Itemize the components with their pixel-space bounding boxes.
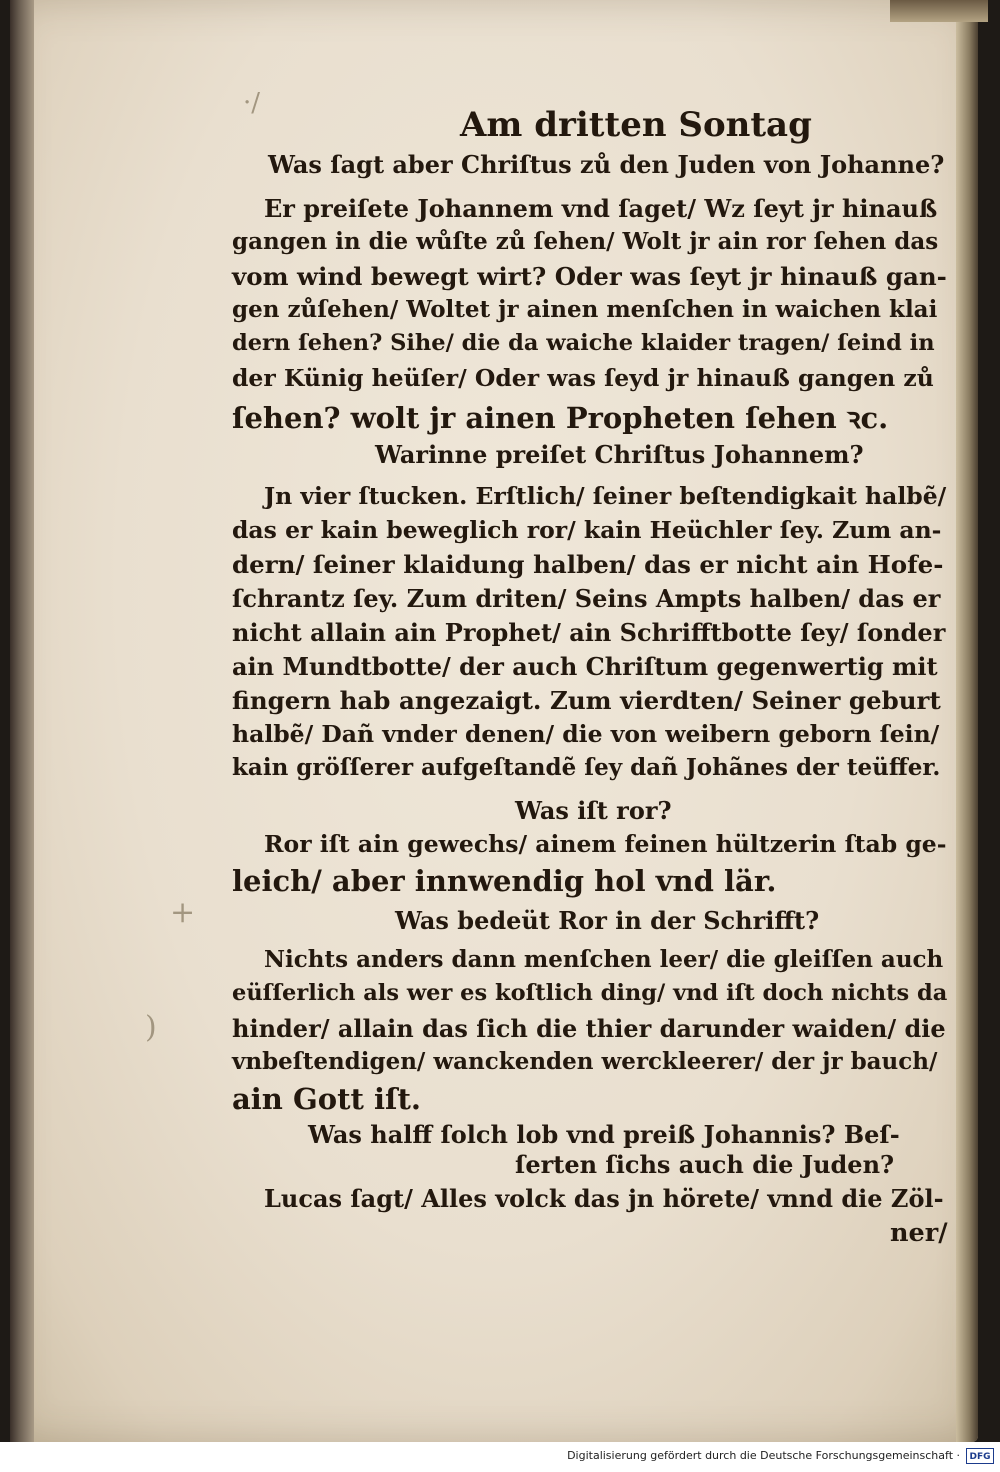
margin-mark: ) [145, 1010, 157, 1045]
question-line: Was halff ſolch lob vnd preiß Johannis? Beſ‐ [308, 1120, 900, 1149]
text-line: Ror iſt ain gewechs/ ainem feinen hültzerin ſtab ge‐ [264, 830, 947, 858]
text-line: fingern hab angezaigt. Zum vierdten/ Seiner geburt [232, 686, 941, 715]
text-line: kain gröſſerer aufgeſtandẽ ſey dañ Johãnes der teüffer. [232, 754, 941, 781]
book-binding [10, 0, 34, 1442]
margin-mark: + [170, 895, 196, 930]
text-line: hinder/ allain das ſich die thier darunder waiden/ die [232, 1014, 946, 1043]
page-edge [956, 0, 978, 1442]
text-line: leich/ aber innwendig hol vnd lär. [232, 864, 777, 898]
text-line: gangen in die wůſte zů ſehen/ Wolt jr ain ror ſehen das [232, 228, 939, 255]
text-line: Lucas ſagt/ Alles volck das jn hörete/ vnnd die Zöl‐ [264, 1184, 944, 1213]
text-line: Nichts anders dann menſchen leer/ die gleiſſen auch [264, 946, 944, 973]
text-line: ain Gott iſt. [232, 1082, 421, 1116]
text-line: gen zůſehen/ Woltet jr ainen menſchen in waichen klai [232, 296, 938, 323]
question-line: ſerten ſichs auch die Juden? [515, 1150, 895, 1179]
text-line: ſchrantz ſey. Zum driten/ Seins Ampts halben/ das er [232, 584, 941, 613]
footer-bar [0, 1442, 1000, 1472]
text-line: ſehen? wolt jr ainen Propheten ſehen ꝛc. [232, 401, 889, 435]
text-line: ain Mundtbotte/ der auch Chriſtum gegenwertig mit [232, 652, 938, 681]
text-line: nicht allain ain Prophet/ ain Schrifftbotte ſey/ ſonder [232, 618, 946, 647]
question-line: Was bedeüt Ror in der Schrifft? [395, 906, 820, 935]
catchword: ner/ [890, 1218, 948, 1248]
text-line: vom wind bewegt wirt? Oder was ſeyt jr hinauß gan‐ [232, 262, 947, 291]
text-line: Jn vier ſtucken. Erſtlich/ ſeiner beſtendigkait halbẽ/ [264, 482, 947, 510]
text-line: dern ſehen? Sihe/ die da waiche klaider tragen/ ſeind in [232, 330, 935, 356]
book-page [10, 0, 978, 1442]
text-line: das er kain beweglich ror/ kain Heüchler ſey. Zum an‐ [232, 516, 942, 544]
text-line: der Künig heüſer/ Oder was ſeyd jr hinauß gangen zů [232, 364, 934, 392]
page-heading: Am dritten Sontag [460, 105, 812, 145]
text-line: vnbeſtendigen/ wanckenden werckleerer/ der jr bauch/ [232, 1048, 938, 1075]
page-corner [890, 0, 988, 22]
ink-mark: ·/ [243, 88, 261, 118]
dfg-logo: DFG [966, 1448, 994, 1464]
question-line: Was ſagt aber Chriſtus zů den Juden von Johanne? [268, 150, 945, 179]
text-line: eüſſerlich als wer es koſtlich ding/ vnd iſt doch nichts da [232, 980, 948, 1006]
text-line: Er preiſete Johannem vnd ſaget/ Wz ſeyt jr hinauß [264, 194, 938, 223]
funding-notice: Digitalisierung gefördert durch die Deutsche Forschungsgemeinschaft · [567, 1449, 960, 1462]
text-line: dern/ ſeiner klaidung halben/ das er nicht ain Hofe‐ [232, 550, 944, 579]
text-line: halbẽ/ Dañ vnder denen/ die von weibern geborn ſein/ [232, 720, 940, 748]
question-line: Warinne preiſet Chriſtus Johannem? [375, 440, 864, 469]
question-line: Was iſt ror? [515, 796, 672, 825]
